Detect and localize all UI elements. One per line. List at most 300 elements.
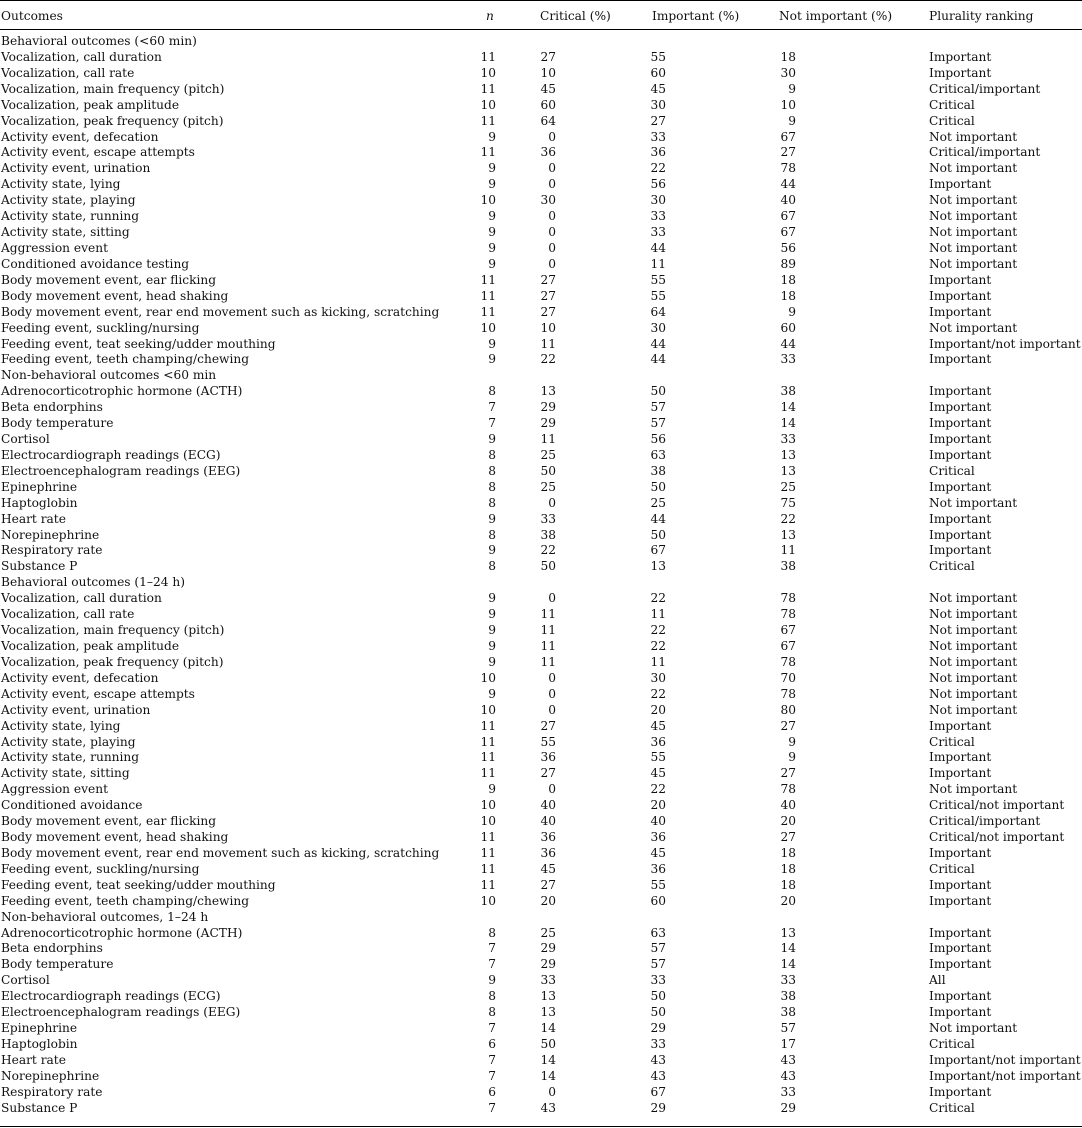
cell-plurality-ranking: Important — [929, 957, 992, 972]
cell-not-important: 13 — [780, 463, 796, 478]
cell-important: 30 — [650, 320, 666, 335]
cell-n: 10 — [480, 65, 496, 80]
cell-n: 11 — [480, 113, 496, 128]
cell-n: 10 — [480, 893, 496, 908]
cell-n: 9 — [488, 352, 496, 367]
cell-outcome: Respiratory rate — [1, 543, 103, 558]
cell-n: 7 — [488, 416, 496, 431]
table-row — [0, 208, 1082, 224]
cell-important: 67 — [650, 543, 666, 558]
table-row — [0, 590, 1082, 606]
cell-n: 9 — [488, 623, 496, 637]
cell-outcome: Body movement event, rear end movement such as kicking, scratching — [1, 845, 440, 860]
cell-not-important: 27 — [780, 718, 796, 733]
cell-outcome: Heart rate — [1, 1052, 66, 1067]
cell-outcome: Vocalization, peak amplitude — [1, 639, 180, 653]
cell-critical: 27 — [540, 877, 556, 892]
cell-n: 7 — [488, 1021, 496, 1035]
cell-n: 8 — [488, 527, 496, 542]
cell-critical: 0 — [548, 495, 556, 510]
cell-important: 33 — [650, 129, 666, 144]
cell-critical: 27 — [540, 288, 556, 303]
table-row — [0, 176, 1082, 192]
cell-n: 9 — [488, 782, 496, 797]
table-row — [0, 113, 1082, 129]
cell-n: 9 — [488, 241, 496, 255]
cell-critical: 0 — [548, 702, 556, 717]
cell-outcome: Cortisol — [1, 432, 50, 446]
cell-outcome: Body movement event, ear flicking — [1, 814, 217, 829]
cell-plurality-ranking: Not important — [929, 623, 1018, 637]
cell-plurality-ranking: Not important — [929, 495, 1018, 510]
cell-n: 9 — [488, 591, 496, 606]
cell-critical: 11 — [540, 654, 556, 669]
cell-outcome: Activity state, running — [1, 750, 140, 765]
header-not-important: Not important (%) — [779, 9, 893, 23]
table-row — [0, 320, 1082, 336]
section-title-row — [0, 909, 1082, 925]
cell-important: 60 — [650, 65, 666, 80]
cell-n: 11 — [480, 750, 496, 765]
cell-n: 7 — [488, 957, 496, 972]
cell-important: 36 — [650, 861, 666, 876]
section-title-row — [0, 367, 1082, 383]
cell-important: 36 — [650, 145, 666, 160]
cell-important: 22 — [650, 639, 666, 653]
cell-outcome: Haptoglobin — [1, 495, 78, 510]
cell-plurality-ranking: Important — [929, 1005, 992, 1020]
cell-not-important: 29 — [780, 1100, 796, 1115]
cell-plurality-ranking: Important — [929, 49, 992, 64]
cell-n: 11 — [480, 272, 496, 287]
cell-plurality-ranking: Critical/important — [929, 814, 1041, 829]
cell-important: 33 — [650, 973, 666, 988]
cell-important: 55 — [650, 750, 666, 765]
cell-important: 22 — [650, 782, 666, 797]
cell-plurality-ranking: Critical — [929, 1100, 975, 1115]
cell-n: 10 — [480, 814, 496, 829]
cell-outcome: Electroencephalogram readings (EEG) — [1, 463, 241, 478]
cell-plurality-ranking: Important — [929, 766, 992, 781]
cell-plurality-ranking: Important — [929, 893, 992, 908]
cell-n: 9 — [488, 209, 496, 224]
table-row — [0, 129, 1082, 145]
cell-plurality-ranking: Important — [929, 543, 992, 558]
cell-critical: 50 — [540, 463, 556, 478]
cell-outcome: Respiratory rate — [1, 1084, 103, 1099]
table-row — [0, 272, 1082, 288]
cell-not-important: 18 — [780, 288, 796, 303]
cell-plurality-ranking: Not important — [929, 129, 1018, 144]
cell-not-important: 78 — [780, 607, 796, 622]
table-row — [0, 606, 1082, 622]
cell-plurality-ranking: Not important — [929, 686, 1018, 701]
cell-n: 11 — [480, 766, 496, 781]
cell-not-important: 22 — [780, 511, 796, 526]
cell-critical: 11 — [540, 607, 556, 622]
table-row — [0, 654, 1082, 670]
cell-n: 6 — [488, 1037, 496, 1051]
cell-important: 67 — [650, 1084, 666, 1099]
cell-important: 22 — [650, 686, 666, 701]
cell-plurality-ranking: Critical/important — [929, 145, 1041, 160]
cell-outcome: Body movement event, ear flicking — [1, 272, 217, 287]
table-row — [0, 447, 1082, 463]
cell-outcome: Heart rate — [1, 511, 66, 526]
cell-important: 57 — [650, 416, 666, 431]
cell-important: 13 — [650, 559, 666, 574]
cell-important: 60 — [650, 893, 666, 908]
table-row — [0, 781, 1082, 797]
cell-critical: 27 — [540, 304, 556, 319]
cell-plurality-ranking: Not important — [929, 161, 1018, 176]
cell-plurality-ranking: Critical/not important — [929, 830, 1065, 844]
cell-critical: 10 — [540, 320, 556, 335]
cell-n: 9 — [488, 639, 496, 653]
header-outcomes: Outcomes — [1, 9, 63, 23]
cell-not-important: 80 — [780, 702, 796, 717]
header-important: Important (%) — [652, 9, 740, 23]
cell-important: 56 — [650, 432, 666, 446]
cell-not-important: 33 — [780, 432, 796, 446]
table-row — [0, 160, 1082, 176]
cell-critical: 0 — [548, 256, 556, 271]
table-row — [0, 144, 1082, 160]
cell-not-important: 13 — [780, 447, 796, 462]
cell-outcome: Activity event, escape attempts — [1, 686, 195, 701]
cell-n: 9 — [488, 543, 496, 558]
cell-n: 8 — [488, 989, 496, 1004]
cell-not-important: 89 — [780, 256, 796, 271]
cell-outcome: Activity event, urination — [1, 161, 151, 176]
cell-n: 11 — [480, 81, 496, 96]
cell-outcome: Activity state, sitting — [1, 225, 130, 239]
header-plurality-ranking: Plurality ranking — [929, 9, 1034, 23]
cell-important: 29 — [650, 1021, 666, 1035]
cell-outcome: Conditioned avoidance — [1, 798, 143, 813]
cell-n: 10 — [480, 702, 496, 717]
cell-plurality-ranking: Not important — [929, 607, 1018, 622]
cell-plurality-ranking: Not important — [929, 639, 1018, 653]
cell-critical: 10 — [540, 65, 556, 80]
table-row — [0, 813, 1082, 829]
cell-outcome: Vocalization, peak amplitude — [1, 97, 180, 112]
cell-important: 22 — [650, 591, 666, 606]
cell-outcome: Vocalization, call duration — [1, 49, 162, 64]
table-row — [0, 638, 1082, 654]
cell-not-important: 67 — [780, 623, 796, 637]
cell-important: 43 — [650, 1052, 666, 1067]
cell-critical: 33 — [540, 973, 556, 988]
cell-n: 8 — [488, 463, 496, 478]
table-row — [0, 351, 1082, 367]
table-row — [0, 893, 1082, 909]
cell-critical: 33 — [540, 511, 556, 526]
cell-n: 8 — [488, 479, 496, 494]
cell-plurality-ranking: Not important — [929, 225, 1018, 239]
cell-plurality-ranking: Important/not important — [929, 336, 1081, 351]
table-row — [0, 734, 1082, 750]
table-row — [0, 49, 1082, 65]
cell-n: 10 — [480, 320, 496, 335]
cell-important: 64 — [650, 304, 666, 319]
table-top-rule — [0, 0, 1082, 1]
cell-outcome: Beta endorphins — [1, 400, 103, 415]
cell-not-important: 44 — [780, 177, 796, 192]
cell-plurality-ranking: Important — [929, 447, 992, 462]
cell-n: 9 — [488, 177, 496, 192]
cell-not-important: 40 — [780, 193, 796, 208]
cell-outcome: Activity state, sitting — [1, 766, 130, 781]
cell-not-important: 78 — [780, 654, 796, 669]
cell-critical: 0 — [548, 161, 556, 176]
cell-outcome: Vocalization, peak frequency (pitch) — [1, 113, 224, 128]
cell-plurality-ranking: Not important — [929, 654, 1018, 669]
section-title-row — [0, 33, 1082, 49]
cell-not-important: 78 — [780, 591, 796, 606]
cell-plurality-ranking: Not important — [929, 193, 1018, 208]
cell-not-important: 38 — [780, 1005, 796, 1020]
cell-outcome: Epinephrine — [1, 1021, 78, 1035]
table-row — [0, 845, 1082, 861]
cell-important: 44 — [650, 352, 666, 367]
cell-critical: 40 — [540, 814, 556, 829]
cell-not-important: 33 — [780, 1084, 796, 1099]
cell-important: 33 — [650, 209, 666, 224]
table-row — [0, 765, 1082, 781]
cell-important: 36 — [650, 830, 666, 844]
cell-important: 38 — [650, 463, 666, 478]
cell-not-important: 67 — [780, 225, 796, 239]
cell-not-important: 60 — [780, 320, 796, 335]
table-row — [0, 240, 1082, 256]
table-row — [0, 877, 1082, 893]
table-row — [0, 956, 1082, 972]
cell-n: 7 — [488, 941, 496, 956]
cell-important: 11 — [650, 654, 666, 669]
cell-n: 8 — [488, 1005, 496, 1020]
cell-important: 63 — [650, 925, 666, 940]
cell-not-important: 75 — [780, 495, 796, 510]
table-row — [0, 1084, 1082, 1100]
cell-not-important: 18 — [780, 877, 796, 892]
cell-n: 11 — [480, 734, 496, 749]
cell-n: 9 — [488, 654, 496, 669]
cell-plurality-ranking: Not important — [929, 256, 1018, 271]
cell-critical: 27 — [540, 718, 556, 733]
table-row — [0, 415, 1082, 431]
cell-not-important: 43 — [780, 1068, 796, 1083]
cell-plurality-ranking: Not important — [929, 670, 1018, 685]
cell-critical: 25 — [540, 479, 556, 494]
section-title: Behavioral outcomes (1–24 h) — [1, 575, 186, 590]
cell-critical: 0 — [548, 686, 556, 701]
cell-not-important: 38 — [780, 384, 796, 399]
cell-outcome: Feeding event, suckling/nursing — [1, 320, 200, 335]
cell-outcome: Feeding event, teeth champing/chewing — [1, 352, 250, 367]
cell-outcome: Vocalization, peak frequency (pitch) — [1, 654, 224, 669]
cell-important: 44 — [650, 511, 666, 526]
cell-outcome: Vocalization, call rate — [1, 65, 135, 80]
cell-not-important: 18 — [780, 845, 796, 860]
cell-n: 11 — [480, 718, 496, 733]
cell-outcome: Activity state, playing — [1, 734, 136, 749]
cell-critical: 20 — [540, 893, 556, 908]
cell-critical: 0 — [548, 209, 556, 224]
cell-n: 11 — [480, 861, 496, 876]
cell-plurality-ranking: Important/not important — [929, 1052, 1081, 1067]
cell-not-important: 20 — [780, 893, 796, 908]
cell-outcome: Substance P — [1, 1100, 78, 1115]
table-row — [0, 925, 1082, 941]
table-row — [0, 304, 1082, 320]
cell-critical: 36 — [540, 845, 556, 860]
cell-plurality-ranking: Important — [929, 272, 992, 287]
table-row — [0, 97, 1082, 113]
cell-plurality-ranking: Important — [929, 432, 992, 446]
cell-outcome: Feeding event, suckling/nursing — [1, 861, 200, 876]
cell-outcome: Norepinephrine — [1, 527, 100, 542]
cell-not-important: 14 — [780, 941, 796, 956]
header-n: n — [486, 9, 494, 23]
cell-outcome: Activity event, escape attempts — [1, 145, 195, 160]
cell-critical: 43 — [540, 1100, 556, 1115]
table-row — [0, 702, 1082, 718]
cell-not-important: 14 — [780, 957, 796, 972]
cell-not-important: 38 — [780, 989, 796, 1004]
cell-n: 9 — [488, 973, 496, 988]
cell-important: 44 — [650, 241, 666, 255]
cell-outcome: Activity event, defecation — [1, 129, 159, 144]
cell-critical: 0 — [548, 1084, 556, 1099]
cell-important: 33 — [650, 225, 666, 239]
cell-outcome: Activity state, lying — [1, 177, 121, 192]
cell-n: 10 — [480, 670, 496, 685]
cell-critical: 25 — [540, 447, 556, 462]
cell-n: 8 — [488, 495, 496, 510]
cell-not-important: 67 — [780, 209, 796, 224]
cell-n: 8 — [488, 559, 496, 574]
cell-plurality-ranking: Important — [929, 416, 992, 431]
cell-important: 50 — [650, 384, 666, 399]
cell-plurality-ranking: Important — [929, 941, 992, 956]
cell-outcome: Adrenocorticotrophic hormone (ACTH) — [1, 384, 243, 399]
cell-outcome: Body temperature — [1, 957, 114, 972]
cell-not-important: 14 — [780, 400, 796, 415]
cell-not-important: 18 — [780, 272, 796, 287]
cell-n: 9 — [488, 256, 496, 271]
table-row — [0, 1036, 1082, 1052]
cell-critical: 38 — [540, 527, 556, 542]
cell-not-important: 78 — [780, 161, 796, 176]
cell-plurality-ranking: Important — [929, 877, 992, 892]
cell-important: 45 — [650, 81, 666, 96]
table-row — [0, 224, 1082, 240]
cell-not-important: 70 — [780, 670, 796, 685]
cell-plurality-ranking: Important — [929, 479, 992, 494]
cell-n: 11 — [480, 830, 496, 844]
header-critical: Critical (%) — [540, 9, 611, 23]
cell-critical: 45 — [540, 81, 556, 96]
cell-outcome: Aggression event — [1, 241, 108, 255]
cell-critical: 0 — [548, 225, 556, 239]
cell-important: 56 — [650, 177, 666, 192]
cell-critical: 36 — [540, 750, 556, 765]
cell-n: 9 — [488, 336, 496, 351]
cell-outcome: Substance P — [1, 559, 78, 574]
cell-important: 57 — [650, 957, 666, 972]
cell-not-important: 57 — [780, 1021, 796, 1035]
table-row — [0, 1100, 1082, 1116]
cell-plurality-ranking: Important — [929, 989, 992, 1004]
cell-plurality-ranking: Critical — [929, 113, 975, 128]
table-header-row — [0, 8, 1082, 24]
cell-n: 10 — [480, 193, 496, 208]
table-row — [0, 81, 1082, 97]
cell-important: 45 — [650, 718, 666, 733]
cell-outcome: Aggression event — [1, 782, 108, 797]
cell-not-important: 78 — [780, 686, 796, 701]
cell-not-important: 78 — [780, 782, 796, 797]
cell-plurality-ranking: Critical — [929, 559, 975, 574]
cell-critical: 0 — [548, 670, 556, 685]
cell-outcome: Feeding event, teat seeking/udder mouthing — [1, 877, 276, 892]
cell-not-important: 25 — [780, 479, 796, 494]
cell-plurality-ranking: Important — [929, 511, 992, 526]
cell-outcome: Activity state, lying — [1, 718, 121, 733]
cell-not-important: 38 — [780, 559, 796, 574]
cell-plurality-ranking: Not important — [929, 1021, 1018, 1035]
table-row — [0, 463, 1082, 479]
cell-plurality-ranking: Not important — [929, 241, 1018, 255]
cell-plurality-ranking: Critical/not important — [929, 798, 1065, 813]
cell-critical: 11 — [540, 432, 556, 446]
cell-important: 30 — [650, 193, 666, 208]
cell-critical: 60 — [540, 97, 556, 112]
cell-critical: 0 — [548, 782, 556, 797]
cell-not-important: 40 — [780, 798, 796, 813]
section-title: Non-behavioral outcomes, 1–24 h — [1, 909, 209, 924]
cell-important: 55 — [650, 49, 666, 64]
cell-not-important: 13 — [780, 925, 796, 940]
cell-critical: 11 — [540, 623, 556, 637]
cell-not-important: 27 — [780, 766, 796, 781]
cell-not-important: 10 — [780, 97, 796, 112]
cell-n: 9 — [488, 686, 496, 701]
cell-not-important: 30 — [780, 65, 796, 80]
cell-outcome: Activity event, defecation — [1, 670, 159, 685]
cell-important: 50 — [650, 527, 666, 542]
cell-not-important: 11 — [780, 543, 796, 558]
table-row — [0, 940, 1082, 956]
table-row — [0, 1004, 1082, 1020]
cell-not-important: 9 — [788, 304, 796, 319]
cell-important: 50 — [650, 1005, 666, 1020]
cell-important: 25 — [650, 495, 666, 510]
cell-critical: 29 — [540, 957, 556, 972]
cell-outcome: Activity event, urination — [1, 702, 151, 717]
cell-n: 9 — [488, 129, 496, 144]
cell-n: 7 — [488, 1052, 496, 1067]
cell-critical: 29 — [540, 941, 556, 956]
cell-critical: 64 — [540, 113, 556, 128]
cell-outcome: Activity state, running — [1, 209, 140, 224]
table-row — [0, 670, 1082, 686]
table-row — [0, 399, 1082, 415]
cell-outcome: Conditioned avoidance testing — [1, 256, 190, 271]
cell-critical: 50 — [540, 1037, 556, 1051]
cell-not-important: 13 — [780, 527, 796, 542]
